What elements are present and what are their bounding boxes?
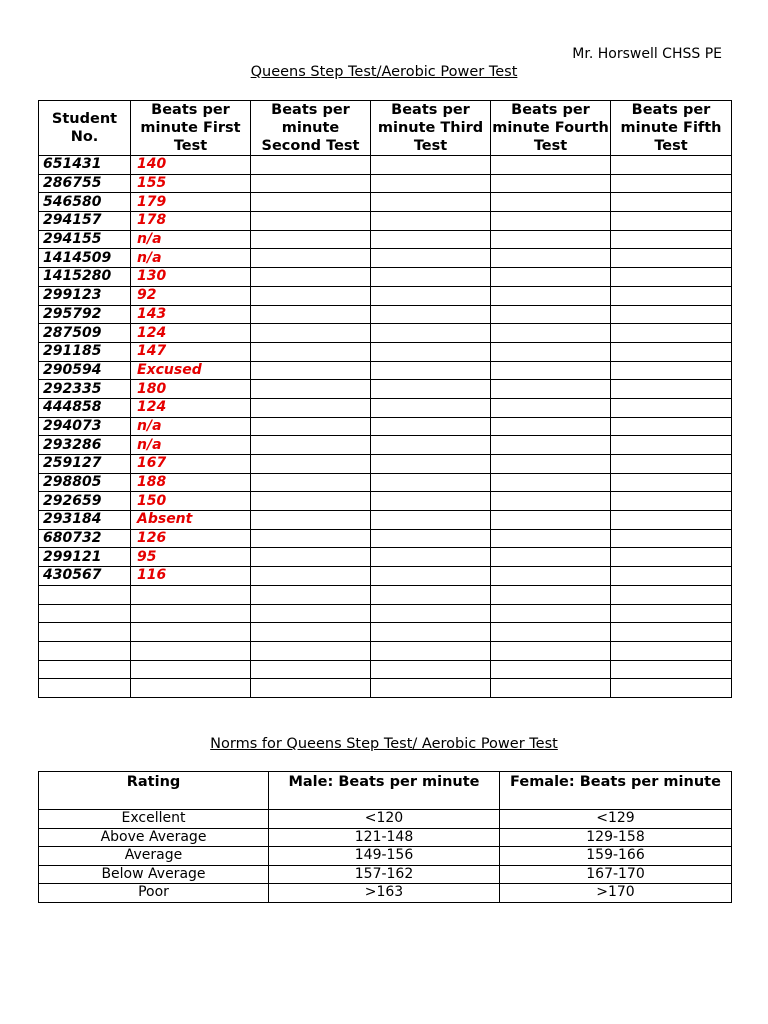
table-row (39, 361, 732, 380)
third-test-cell (371, 361, 491, 380)
table-row (39, 324, 732, 343)
male-bpm-cell: <120 (269, 810, 500, 829)
student-number-cell (39, 641, 131, 660)
second-test-cell (251, 230, 371, 249)
table-row (39, 847, 732, 866)
header-student-no: Student No. (39, 101, 131, 156)
first-test-cell (131, 641, 251, 660)
first-test-cell: Excused (131, 361, 251, 380)
third-test-cell (371, 212, 491, 231)
fourth-test-cell (491, 455, 611, 474)
student-number-cell (39, 604, 131, 623)
first-test-cell: 126 (131, 529, 251, 548)
second-test-cell (251, 342, 371, 361)
student-number-cell: 680732 (39, 529, 131, 548)
fifth-test-cell (611, 342, 732, 361)
table-row (39, 585, 732, 604)
header-rating: Rating (39, 772, 269, 810)
table-row (39, 174, 732, 193)
fourth-test-cell (491, 342, 611, 361)
rating-cell: Above Average (39, 828, 269, 847)
female-bpm-cell: 167-170 (500, 865, 732, 884)
table-row (39, 567, 732, 586)
second-test-cell (251, 249, 371, 268)
second-test-cell (251, 417, 371, 436)
fourth-test-cell (491, 193, 611, 212)
fourth-test-cell (491, 268, 611, 287)
first-test-cell: 150 (131, 492, 251, 511)
student-number-cell: 287509 (39, 324, 131, 343)
first-test-cell: n/a (131, 436, 251, 455)
student-number-cell: 291185 (39, 342, 131, 361)
fourth-test-cell (491, 567, 611, 586)
third-test-cell (371, 249, 491, 268)
second-test-cell (251, 548, 371, 567)
table-row (39, 492, 732, 511)
student-number-cell: 299121 (39, 548, 131, 567)
fourth-test-cell (491, 548, 611, 567)
third-test-cell (371, 436, 491, 455)
student-number-cell: 292335 (39, 380, 131, 399)
table-row (39, 623, 732, 642)
second-test-cell (251, 679, 371, 698)
male-bpm-cell: 157-162 (269, 865, 500, 884)
third-test-cell (371, 417, 491, 436)
fourth-test-cell (491, 604, 611, 623)
fourth-test-cell (491, 623, 611, 642)
second-test-cell (251, 361, 371, 380)
fifth-test-cell (611, 361, 732, 380)
table-row (39, 828, 732, 847)
teacher-header: Mr. Horswell CHSS PE (572, 46, 722, 62)
fourth-test-cell (491, 174, 611, 193)
second-test-cell (251, 529, 371, 548)
second-test-cell (251, 492, 371, 511)
student-number-cell: 651431 (39, 156, 131, 175)
student-number-cell (39, 679, 131, 698)
first-test-cell: 140 (131, 156, 251, 175)
fourth-test-cell (491, 305, 611, 324)
third-test-cell (371, 268, 491, 287)
rating-cell: Excellent (39, 810, 269, 829)
fifth-test-cell (611, 529, 732, 548)
first-test-cell (131, 660, 251, 679)
third-test-cell (371, 660, 491, 679)
table-row (39, 679, 732, 698)
second-test-cell (251, 473, 371, 492)
table-row (39, 305, 732, 324)
table-row (39, 473, 732, 492)
fourth-test-cell (491, 660, 611, 679)
second-test-cell (251, 623, 371, 642)
first-test-cell: 92 (131, 286, 251, 305)
first-test-cell: Absent (131, 511, 251, 530)
fourth-test-cell (491, 156, 611, 175)
fourth-test-cell (491, 380, 611, 399)
fifth-test-cell (611, 305, 732, 324)
first-test-cell: 95 (131, 548, 251, 567)
first-test-cell: 116 (131, 567, 251, 586)
third-test-cell (371, 342, 491, 361)
fifth-test-cell (611, 473, 732, 492)
table-row (39, 455, 732, 474)
student-number-cell: 546580 (39, 193, 131, 212)
scores-body (39, 156, 732, 698)
first-test-cell: 167 (131, 455, 251, 474)
fourth-test-cell (491, 436, 611, 455)
student-number-cell: 293184 (39, 511, 131, 530)
third-test-cell (371, 286, 491, 305)
third-test-cell (371, 623, 491, 642)
female-bpm-cell: >170 (500, 884, 732, 903)
first-test-cell: 155 (131, 174, 251, 193)
third-test-cell (371, 174, 491, 193)
first-test-cell: 124 (131, 324, 251, 343)
header-male: Male: Beats per minute (269, 772, 500, 810)
third-test-cell (371, 641, 491, 660)
fourth-test-cell (491, 679, 611, 698)
student-number-cell: 290594 (39, 361, 131, 380)
scores-header-row (39, 101, 732, 156)
first-test-cell (131, 623, 251, 642)
student-number-cell: 1414509 (39, 249, 131, 268)
male-bpm-cell: 121-148 (269, 828, 500, 847)
fifth-test-cell (611, 679, 732, 698)
first-test-cell: 147 (131, 342, 251, 361)
second-test-cell (251, 660, 371, 679)
student-number-cell: 299123 (39, 286, 131, 305)
second-test-cell (251, 286, 371, 305)
fifth-test-cell (611, 156, 732, 175)
table-row (39, 398, 732, 417)
fifth-test-cell (611, 212, 732, 231)
first-test-cell: 188 (131, 473, 251, 492)
fourth-test-cell (491, 417, 611, 436)
fifth-test-cell (611, 585, 732, 604)
norms-title: Norms for Queens Step Test/ Aerobic Power Test (210, 736, 558, 752)
fifth-test-cell (611, 604, 732, 623)
student-number-cell (39, 660, 131, 679)
female-bpm-cell: 159-166 (500, 847, 732, 866)
first-test-cell: 178 (131, 212, 251, 231)
student-number-cell: 294157 (39, 212, 131, 231)
first-test-cell: 124 (131, 398, 251, 417)
third-test-cell (371, 156, 491, 175)
table-row (39, 249, 732, 268)
fourth-test-cell (491, 361, 611, 380)
third-test-cell (371, 511, 491, 530)
first-test-cell (131, 679, 251, 698)
second-test-cell (251, 324, 371, 343)
fourth-test-cell (491, 249, 611, 268)
table-row (39, 436, 732, 455)
third-test-cell (371, 548, 491, 567)
student-number-cell (39, 623, 131, 642)
third-test-cell (371, 398, 491, 417)
first-test-cell: 130 (131, 268, 251, 287)
female-bpm-cell: 129-158 (500, 828, 732, 847)
third-test-cell (371, 679, 491, 698)
fourth-test-cell (491, 492, 611, 511)
student-number-cell: 292659 (39, 492, 131, 511)
student-number-cell: 298805 (39, 473, 131, 492)
third-test-cell (371, 193, 491, 212)
fifth-test-cell (611, 398, 732, 417)
student-number-cell: 294155 (39, 230, 131, 249)
norms-table (38, 771, 732, 903)
fifth-test-cell (611, 249, 732, 268)
second-test-cell (251, 212, 371, 231)
third-test-cell (371, 604, 491, 623)
header-third-test: Beats per minute Third Test (371, 101, 491, 156)
fifth-test-cell (611, 268, 732, 287)
header-fifth-test: Beats per minute Fifth Test (611, 101, 732, 156)
table-row (39, 641, 732, 660)
first-test-cell (131, 585, 251, 604)
third-test-cell (371, 380, 491, 399)
rating-cell: Below Average (39, 865, 269, 884)
table-row (39, 511, 732, 530)
second-test-cell (251, 305, 371, 324)
third-test-cell (371, 492, 491, 511)
header-fourth-test: Beats per minute Fourth Test (492, 102, 609, 154)
table-row (39, 548, 732, 567)
student-number-cell: 444858 (39, 398, 131, 417)
table-row (39, 286, 732, 305)
table-row (39, 810, 732, 829)
header-female: Female: Beats per minute (500, 772, 732, 810)
third-test-cell (371, 473, 491, 492)
fourth-test-cell (491, 286, 611, 305)
header-first-test: Beats per minute First Test (131, 101, 251, 156)
fifth-test-cell (611, 567, 732, 586)
fifth-test-cell (611, 380, 732, 399)
table-row (39, 660, 732, 679)
second-test-cell (251, 604, 371, 623)
table-row (39, 212, 732, 231)
fifth-test-cell (611, 230, 732, 249)
student-number-cell: 294073 (39, 417, 131, 436)
norms-body (39, 810, 732, 903)
fourth-test-cell (491, 230, 611, 249)
fifth-test-cell (611, 193, 732, 212)
third-test-cell (371, 324, 491, 343)
second-test-cell (251, 174, 371, 193)
header-second-test: Beats per minute Second Test (251, 101, 371, 156)
table-row (39, 417, 732, 436)
third-test-cell (371, 567, 491, 586)
fourth-test-cell (491, 511, 611, 530)
rating-cell: Poor (39, 884, 269, 903)
page-title: Queens Step Test/Aerobic Power Test (250, 64, 518, 80)
fourth-test-cell (491, 529, 611, 548)
table-row (39, 865, 732, 884)
table-row (39, 604, 732, 623)
second-test-cell (251, 455, 371, 474)
fifth-test-cell (611, 324, 732, 343)
second-test-cell (251, 156, 371, 175)
fifth-test-cell (611, 436, 732, 455)
table-row (39, 268, 732, 287)
table-row (39, 193, 732, 212)
fourth-test-cell (491, 585, 611, 604)
student-number-cell: 295792 (39, 305, 131, 324)
table-row (39, 230, 732, 249)
third-test-cell (371, 455, 491, 474)
first-test-cell: 179 (131, 193, 251, 212)
first-test-cell: n/a (131, 249, 251, 268)
scores-table (38, 100, 732, 698)
female-bpm-cell: <129 (500, 810, 732, 829)
table-row (39, 156, 732, 175)
third-test-cell (371, 529, 491, 548)
table-row (39, 529, 732, 548)
fifth-test-cell (611, 660, 732, 679)
second-test-cell (251, 268, 371, 287)
table-row (39, 380, 732, 399)
third-test-cell (371, 305, 491, 324)
second-test-cell (251, 193, 371, 212)
norms-header-row (39, 772, 732, 810)
fifth-test-cell (611, 623, 732, 642)
first-test-cell: 143 (131, 305, 251, 324)
fifth-test-cell (611, 548, 732, 567)
student-number-cell (39, 585, 131, 604)
second-test-cell (251, 585, 371, 604)
fifth-test-cell (611, 174, 732, 193)
table-row (39, 342, 732, 361)
second-test-cell (251, 511, 371, 530)
third-test-cell (371, 230, 491, 249)
male-bpm-cell: >163 (269, 884, 500, 903)
rating-cell: Average (39, 847, 269, 866)
student-number-cell: 293286 (39, 436, 131, 455)
fifth-test-cell (611, 455, 732, 474)
second-test-cell (251, 380, 371, 399)
fifth-test-cell (611, 511, 732, 530)
first-test-cell: n/a (131, 230, 251, 249)
student-number-cell: 430567 (39, 567, 131, 586)
first-test-cell: n/a (131, 417, 251, 436)
fourth-test-cell (491, 212, 611, 231)
fourth-test-cell (491, 398, 611, 417)
first-test-cell (131, 604, 251, 623)
fifth-test-cell (611, 286, 732, 305)
second-test-cell (251, 398, 371, 417)
first-test-cell: 180 (131, 380, 251, 399)
third-test-cell (371, 585, 491, 604)
second-test-cell (251, 567, 371, 586)
student-number-cell: 259127 (39, 455, 131, 474)
fourth-test-cell (491, 641, 611, 660)
second-test-cell (251, 436, 371, 455)
table-row (39, 884, 732, 903)
fourth-test-cell (491, 473, 611, 492)
male-bpm-cell: 149-156 (269, 847, 500, 866)
fifth-test-cell (611, 492, 732, 511)
student-number-cell: 1415280 (39, 268, 131, 287)
fourth-test-cell (491, 324, 611, 343)
second-test-cell (251, 641, 371, 660)
fifth-test-cell (611, 641, 732, 660)
fifth-test-cell (611, 417, 732, 436)
student-number-cell: 286755 (39, 174, 131, 193)
